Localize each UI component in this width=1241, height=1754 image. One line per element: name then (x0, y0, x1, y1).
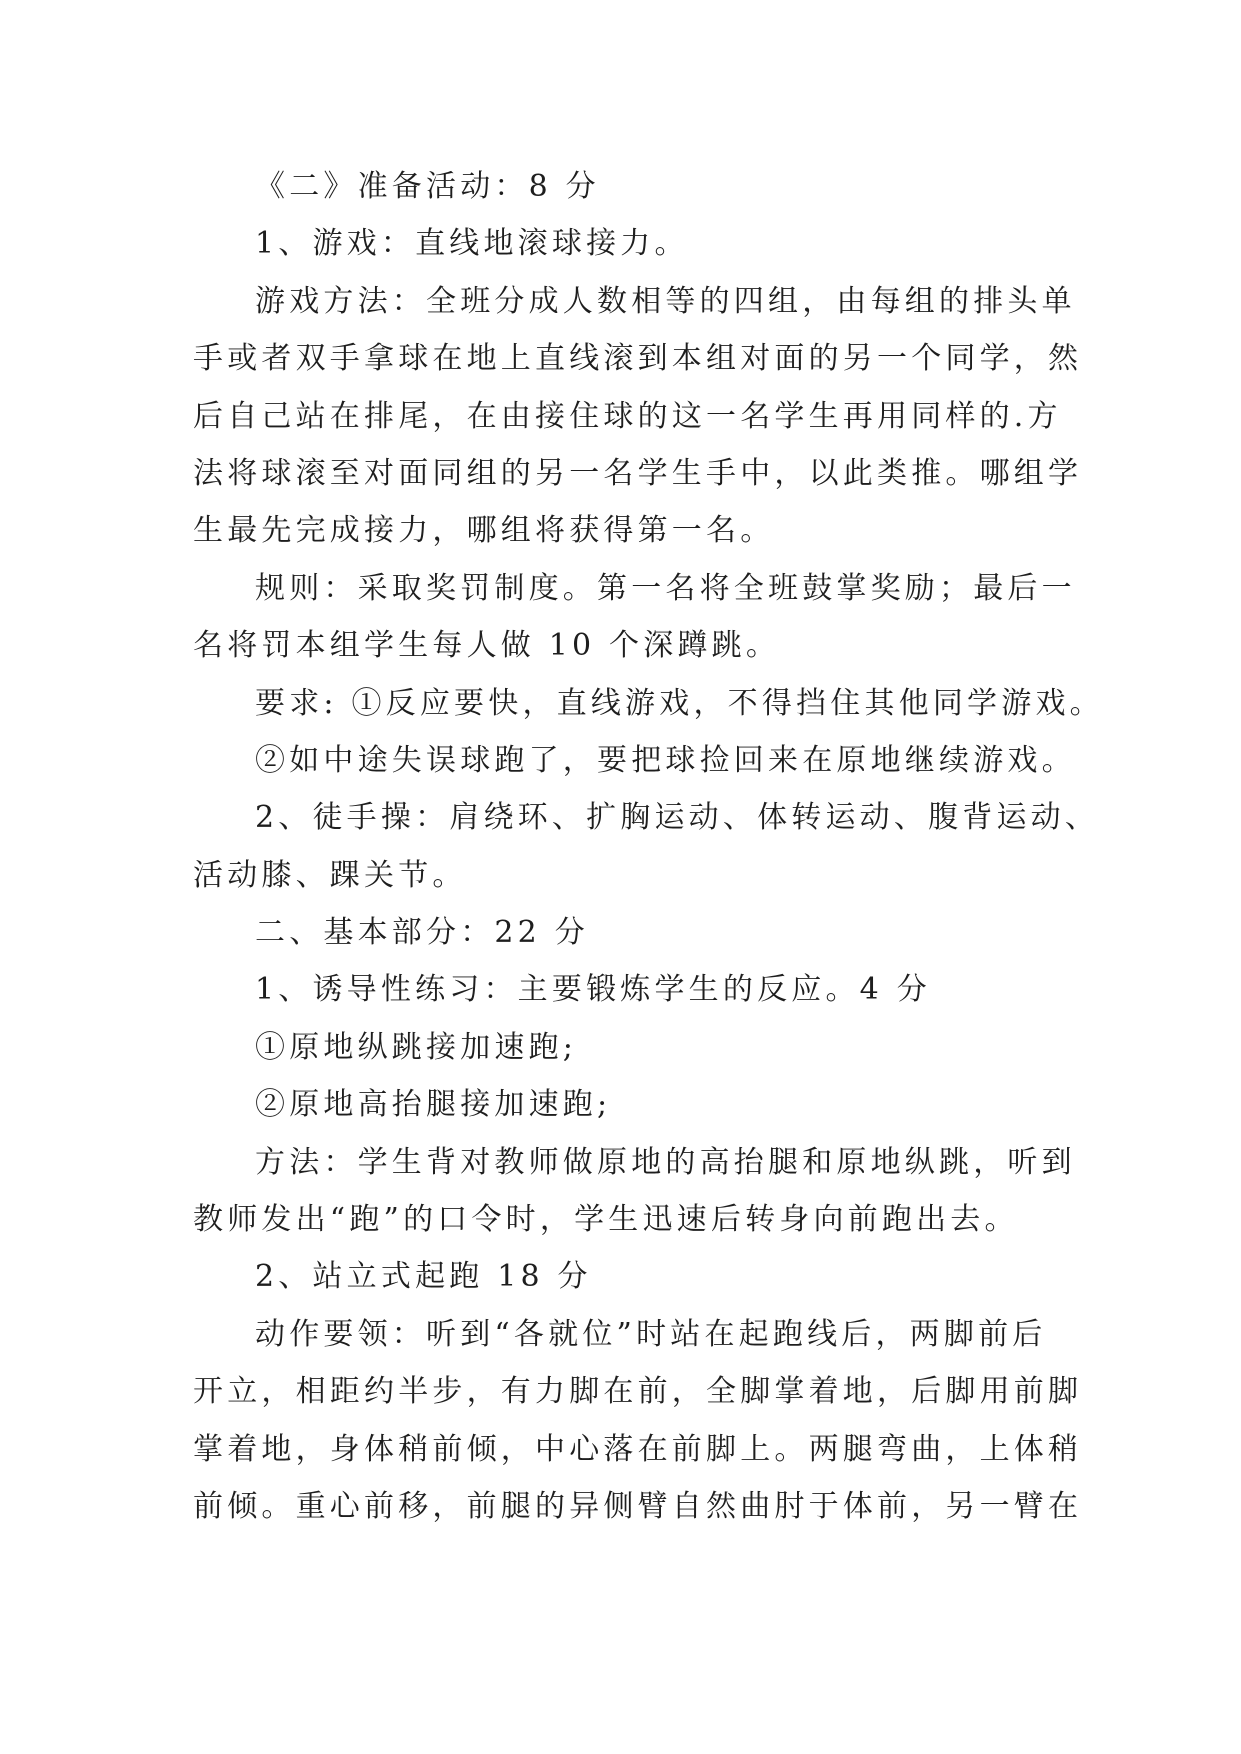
paragraph-line: 名将罚本组学生每人做 10 个深蹲跳。 (193, 628, 781, 664)
paragraph-line: 教师发出“跑”的口令时，学生迅速后转身向前跑出去。 (193, 1202, 1019, 1238)
paragraph-line: 要求: ①反应要快，直线游戏，不得挡住其他同学游戏。 (255, 685, 1104, 721)
paragraph-line: 开立，相距约半步，有力脚在前，全脚掌着地，后脚用前脚 (193, 1374, 1083, 1410)
item-heading-game: 1、游戏：直线地滚球接力。 (255, 226, 689, 262)
paragraph-line: 手或者双手拿球在地上直线滚到本组对面的另一个同学，然 (193, 341, 1083, 377)
paragraph-line: 方法：学生背对教师做原地的高抬腿和原地纵跳，听到 (255, 1144, 1076, 1180)
paragraph-line: 生最先完成接力，哪组将获得第一名。 (193, 513, 775, 549)
list-item: ②原地高抬腿接加速跑; (255, 1087, 612, 1123)
paragraph-line: 掌着地，身体稍前倾，中心落在前脚上。两腿弯曲，上体稍 (193, 1431, 1083, 1467)
document-body (193, 158, 1104, 1535)
paragraph-line: 法将球滚至对面同组的另一名学生手中，以此类推。哪组学 (193, 455, 1083, 491)
item-heading-start: 2、站立式起跑 18 分 (255, 1259, 592, 1295)
section-heading-warmup: 《二》准备活动：8 分 (255, 169, 600, 204)
paragraph-line: ②如中途失误球跑了，要把球捡回来在原地继续游戏。 (255, 742, 1076, 778)
paragraph-line: 游戏方法：全班分成人数相等的四组，由每组的排头单 (255, 283, 1076, 319)
list-item: ①原地纵跳接加速跑; (255, 1029, 578, 1065)
paragraph-line: 动作要领：听到“各就位”时站在起跑线后，两脚前后 (255, 1316, 1047, 1352)
paragraph-line: 规则：采取奖罚制度。第一名将全班鼓掌奖励；最后一 (255, 570, 1076, 606)
section-heading-basic: 二、基本部分：22 分 (255, 915, 589, 951)
paragraph-line: 后自己站在排尾，在由接住球的这一名学生再用同样的.方 (193, 398, 1062, 434)
item-heading-practice: 1、诱导性练习：主要锻炼学生的反应。4 分 (255, 972, 931, 1008)
paragraph-line: 活动膝、踝关节。 (193, 857, 467, 893)
paragraph-line: 前倾。重心前移，前腿的异侧臂自然曲肘于体前，另一臂在 (193, 1488, 1083, 1524)
item-heading-exercise: 2、徒手操：肩绕环、扩胸运动、体转运动、腹背运动、 (255, 800, 1100, 836)
